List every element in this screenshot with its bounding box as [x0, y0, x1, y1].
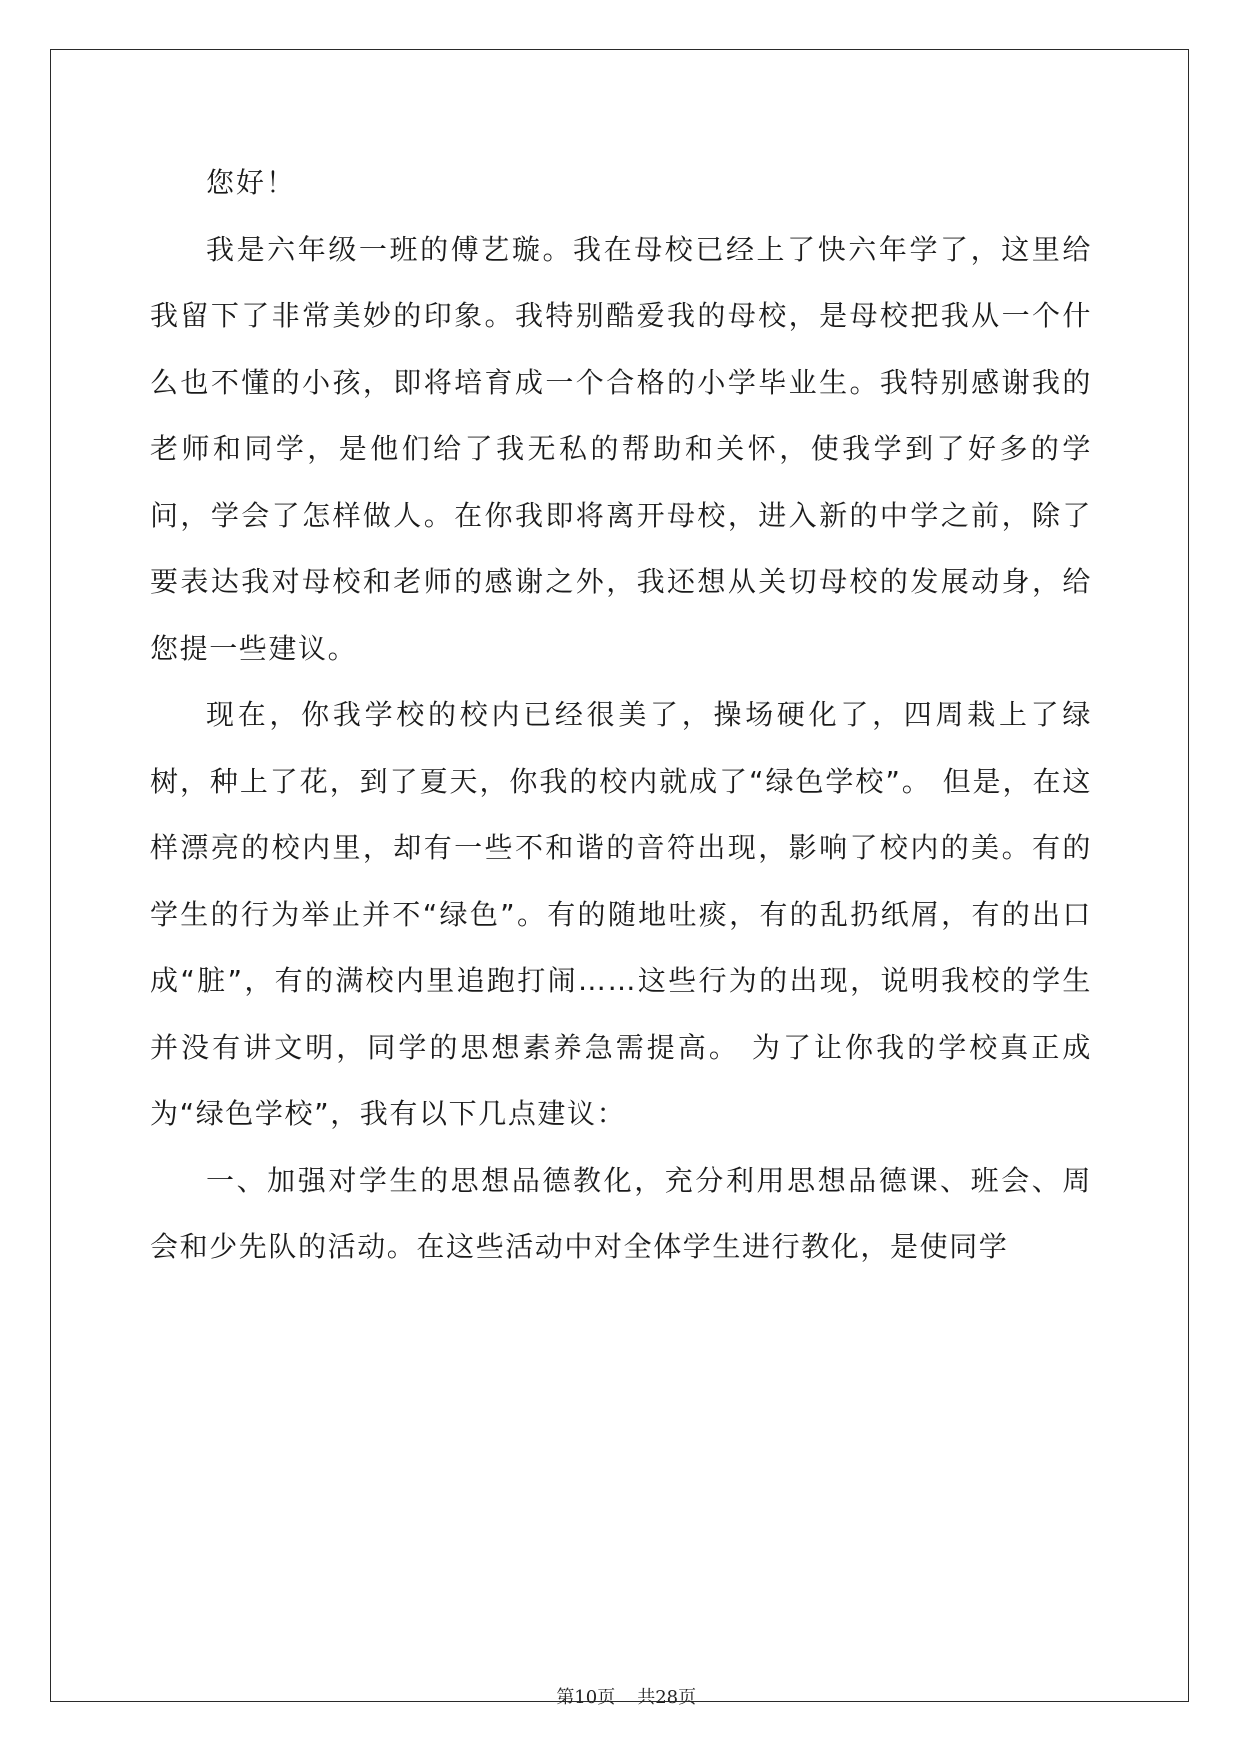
- body-paragraph: 现在，你我学校的校内已经很美了，操场硬化了，四周栽上了绿树，种上了花，到了夏天，你我的校内就成了“绿色学校”。 但是，在这样漂亮的校内里，却有一些不和谐的音符出现，影响了校内的美。有的学生的行为举止并不“绿色”。有的随地吐痰，有的乱扔纸屑，有的出口成“脏”，有的满校内里追跑打闹……这些行为的出现，说明我校的学生并没有讲文明，同学的思想素养急需提高。 为了让你我的学校真正成为“绿色学校”，我有以下几点建议：: [150, 698, 1092, 1130]
- page-number: 第10页: [556, 1687, 616, 1708]
- document-body: [150, 150, 1092, 1281]
- page-total: 共28页: [637, 1687, 697, 1708]
- body-paragraph: 一、加强对学生的思想品德教化，充分利用思想品德课、班会、周会和少先队的活动。在这些活动中对全体学生进行教化，是使同学: [150, 1163, 1092, 1263]
- page-footer: [0, 1662, 1241, 1709]
- greeting-paragraph: 您好！: [206, 166, 297, 199]
- body-paragraph: 我是六年级一班的傅艺璇。我在母校已经上了快六年学了，这里给我留下了非常美妙的印象。我特别酷爱我的母校，是母校把我从一个什么也不懂的小孩，即将培育成一个合格的小学毕业生。我特别感谢我的老师和同学，是他们给了我无私的帮助和关怀，使我学到了好多的学问，学会了怎样做人。在你我即将离开母校，进入新的中学之前，除了要表达我对母校和老师的感谢之外，我还想从关切母校的发展动身，给您提一些建议。: [150, 232, 1092, 665]
